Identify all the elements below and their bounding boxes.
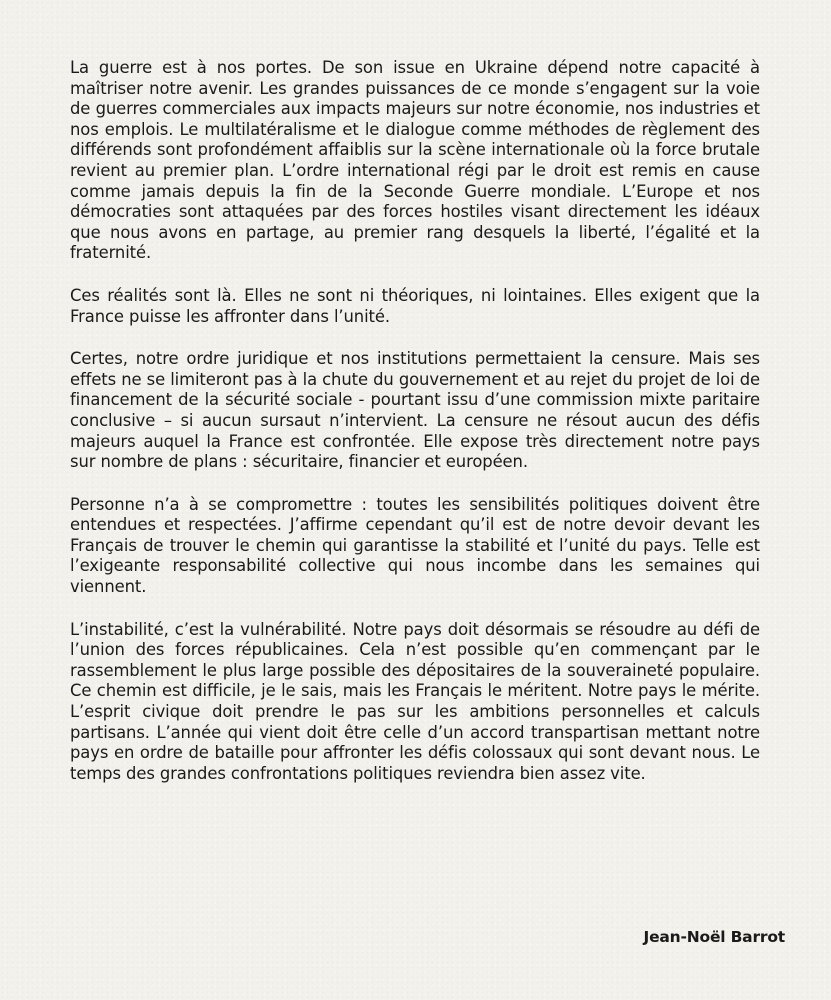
paragraph-war: La guerre est à nos portes. De son issue en Ukraine dépend notre capacité à maîtriser notre avenir. Les grandes puissances de ce monde s’engagent sur la voie de guerres commerciales aux impacts majeurs sur notre économie, nos industries et nos emplois. Le multilatéralisme et le dialogue comme méthodes de règlement des différends sont profondément affaiblis sur la scène internationale où la force brutale revient au premier plan. L’ordre international régi par le droit est remis en cause comme jamais depuis la fin de la Seconde Guerre mondiale. L’Europe et nos démocraties sont attaquées par des forces hostiles visant directement les idéaux que nous avons en partage, au premier rang desquels la liberté, l’égalité et la fraternité. <box>70 58 760 263</box>
paragraph-realities: Ces réalités sont là. Elles ne sont ni théoriques, ni lointaines. Elles exigent que la France puisse les affronter dans l’unité. <box>70 285 760 326</box>
paragraph-compromise: Personne n’a à se compromettre : toutes les sensibilités politiques doivent être entendues et respectées. J’affirme cependant qu’il est de notre devoir devant les Français de trouver le chemin qui garantisse la stabilité et l’unité du pays. Telle est l’exigeante responsabilité collective qui nous incombe dans les semaines qui viennent. <box>70 494 760 597</box>
signature: Jean-Noël Barrot <box>643 928 785 946</box>
paragraph-instability: L’instabilité, c’est la vulnérabilité. Notre pays doit désormais se résoudre au défi de l’union des forces républicaines. Cela n’est possible qu’en commençant par le rassemblement le plus large possible des dépositaires de la souveraineté populaire. Ce chemin est difficile, je le sais, mais les Français le méritent. Notre pays le mérite. L’esprit civique doit prendre le pas sur les ambitions personnelles et calculs partisans. L’année qui vient doit être celle d’un accord transpartisan mettant notre pays en ordre de bataille pour affronter les défis colossaux qui sont devant nous. Le temps des grandes confrontations politiques reviendra bien assez vite. <box>70 619 760 783</box>
letter-body <box>70 58 760 806</box>
paragraph-censure: Certes, notre ordre juridique et nos institutions permettaient la censure. Mais ses effets ne se limiteront pas à la chute du gouvernement et au rejet du projet de loi de financement de la sécurité sociale - pourtant issu d’une commission mixte paritaire conclusive – si aucun sursaut n’intervient. La censure ne résout aucun des défis majeurs auquel la France est confrontée. Elle expose très directement notre pays sur nombre de plans : sécuritaire, financier et européen. <box>70 349 760 472</box>
